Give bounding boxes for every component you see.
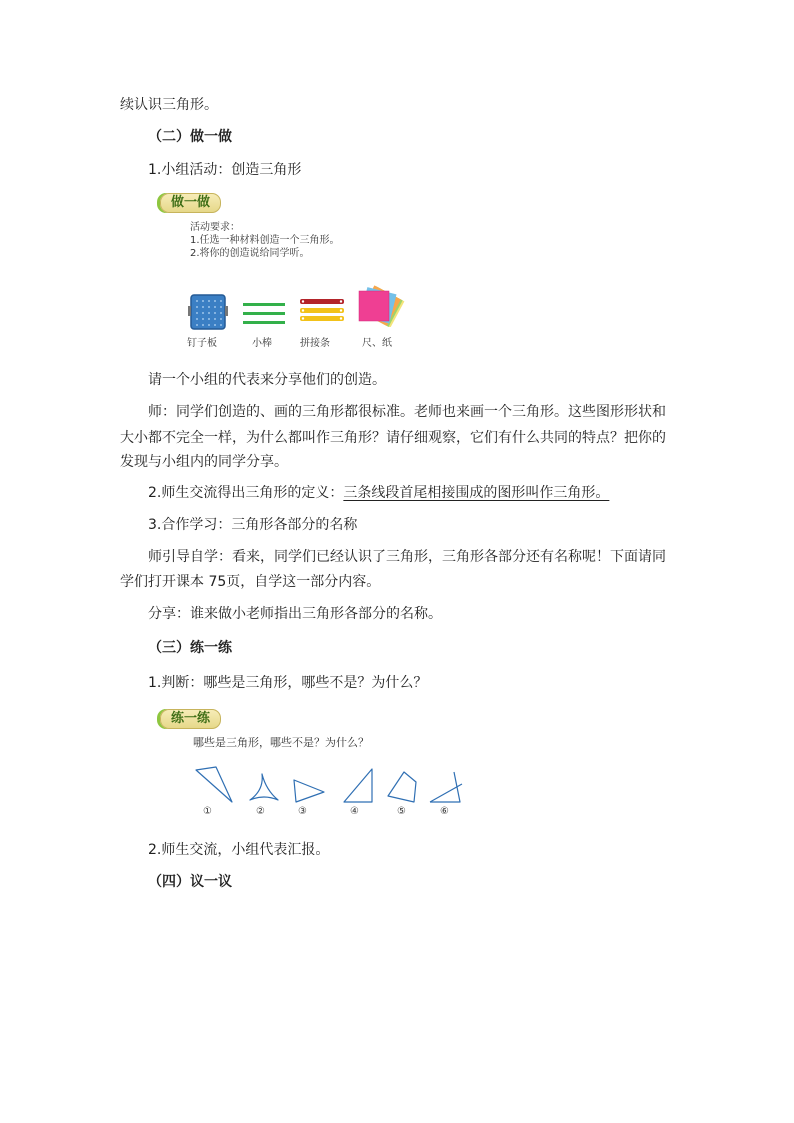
- requirement-item: 2.将你的创造说给同学听。: [190, 248, 310, 259]
- paragraph: 续认识三角形。: [120, 97, 218, 113]
- paragraph: 大小都不完全一样，为什么都叫作三角形？请仔细观察，它们有什么共同的特点？把你的: [120, 430, 666, 446]
- ruler-and-paper-image: [355, 285, 407, 327]
- shape-1-triangle: [196, 767, 232, 802]
- shapes-figure: [190, 764, 470, 804]
- paragraph: 师：同学们创造的、画的三角形都很标准。老师也来画一个三角形。这些图形形状和: [148, 404, 666, 420]
- shape-label: ①: [203, 806, 212, 817]
- material-label: 尺、纸: [362, 338, 392, 349]
- triangle-definition: 三条线段首尾相接围成的图形叫作三角形。: [343, 485, 610, 501]
- requirement-title: 活动要求：: [190, 222, 240, 233]
- paragraph: 分享：谁来做小老师指出三角形各部分的名称。: [148, 606, 442, 622]
- paragraph: 2.师生交流，小组代表汇报。: [148, 842, 330, 858]
- material-label: 钉子板: [187, 338, 217, 349]
- practice-question: 哪些是三角形，哪些不是？为什么？: [193, 736, 369, 749]
- section-heading: （四）议一议: [148, 874, 232, 890]
- requirement-item: 1.任选一种材料创造一个三角形。: [190, 235, 340, 246]
- definition-prefix: 2.师生交流得出三角形的定义：: [148, 485, 344, 501]
- material-label: 小棒: [252, 338, 272, 349]
- paragraph: 3.合作学习：三角形各部分的名称: [148, 517, 358, 533]
- paragraph: 请一个小组的代表来分享他们的创造。: [148, 372, 386, 388]
- section-heading: （三）练一练: [148, 640, 232, 656]
- paragraph: 1.判断：哪些是三角形，哪些不是？为什么？: [148, 675, 428, 691]
- shape-4-triangle: [344, 769, 372, 802]
- shape-2-curved: [250, 774, 278, 800]
- shape-label: ②: [256, 806, 265, 817]
- practice-tag: 练一练: [160, 709, 221, 729]
- shape-label: ⑥: [440, 806, 449, 817]
- material-label: 拼接条: [300, 338, 330, 349]
- paragraph: 学们打开课本 75页，自学这一部分内容。: [120, 574, 381, 590]
- shape-label: ⑤: [397, 806, 406, 817]
- section-heading: （二）做一做: [148, 129, 232, 145]
- definition-paragraph: [148, 483, 609, 503]
- paragraph: 师引导自学：看来，同学们已经认识了三角形，三角形各部分还有名称呢！下面请同: [148, 549, 666, 565]
- shape-label: ④: [350, 806, 359, 817]
- shape-5-quadrilateral: [388, 772, 416, 802]
- nail-board-image: [188, 294, 228, 330]
- connecting-strips-image: [299, 297, 345, 323]
- shape-label: ③: [298, 806, 307, 817]
- shape-3-triangle: [294, 780, 324, 802]
- paragraph: 1.小组活动：创造三角形: [148, 162, 302, 178]
- paragraph: 发现与小组内的同学分享。: [120, 454, 288, 470]
- sticks-image: [243, 302, 285, 326]
- activity-tag: 做一做: [160, 193, 221, 213]
